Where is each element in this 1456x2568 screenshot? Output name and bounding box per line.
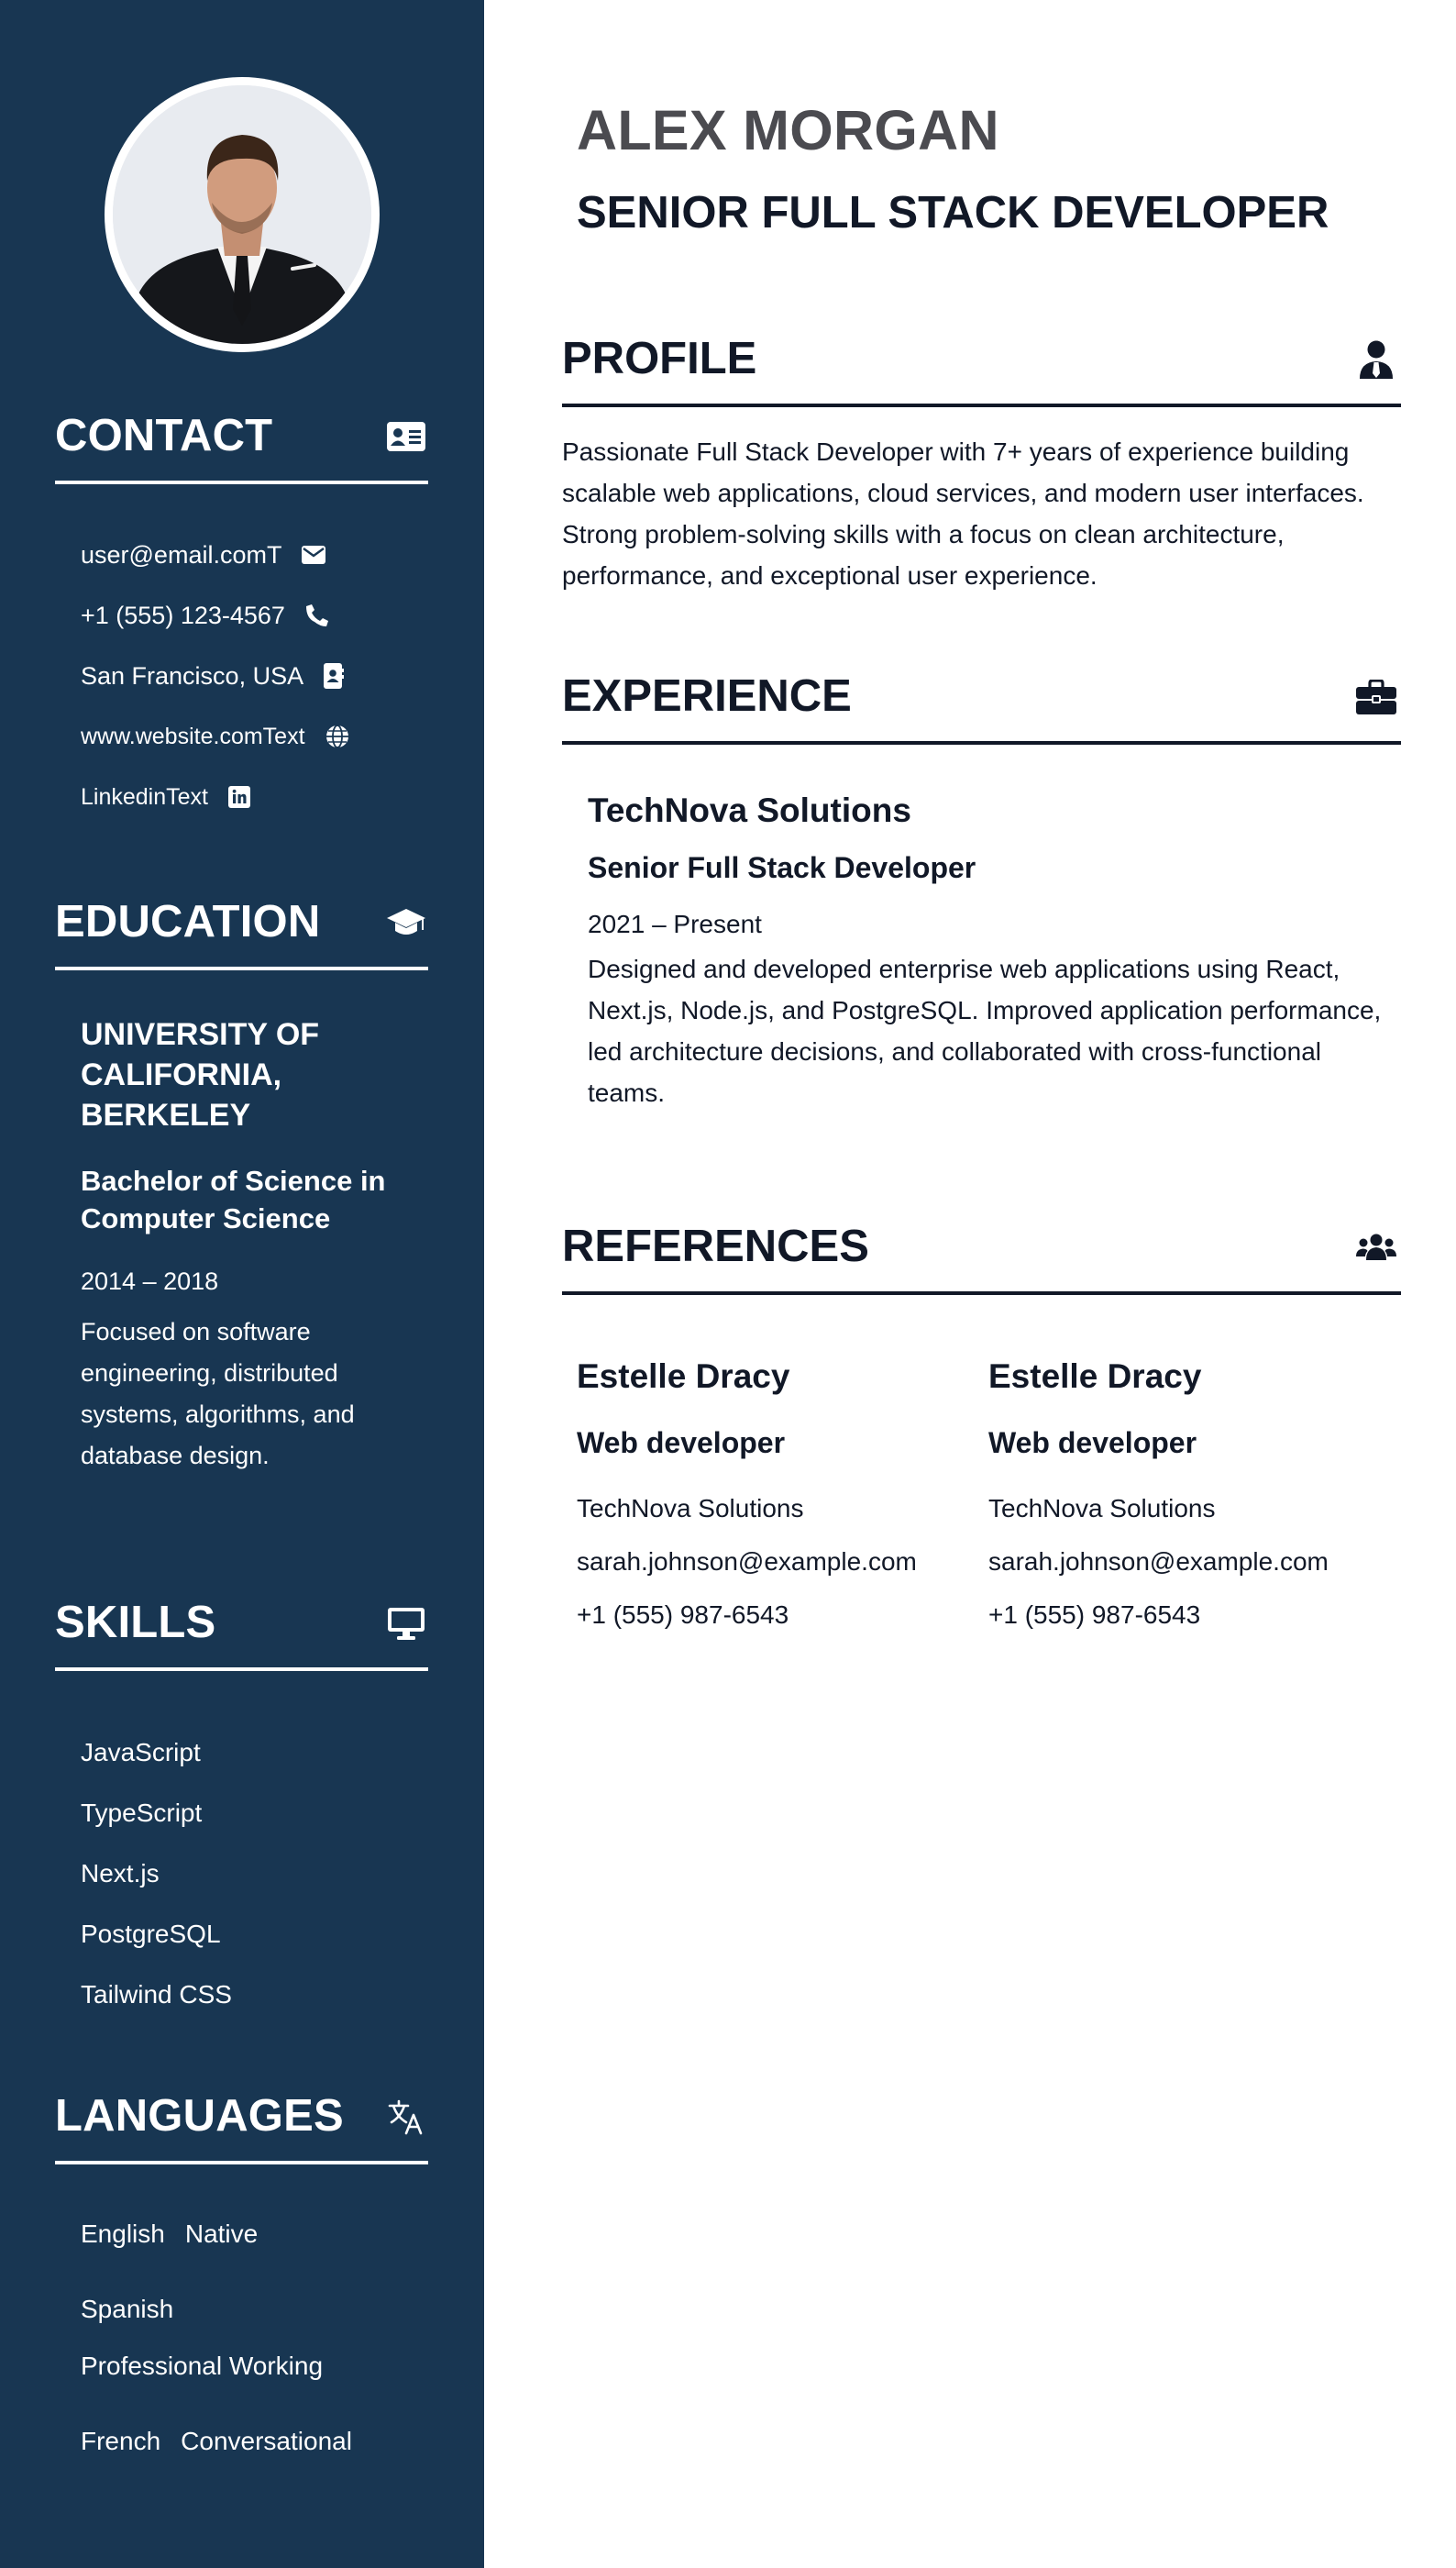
reference-role: Web developer	[577, 1426, 786, 1459]
profile-photo-frame	[105, 77, 380, 352]
reference-role: Web developer	[988, 1426, 1197, 1459]
sidebar	[0, 0, 484, 2568]
contact-card-icon	[386, 418, 426, 455]
reference-phone[interactable]: +1 (555) 987-6543	[577, 1600, 789, 1629]
language-name: Spanish	[81, 2295, 174, 2323]
contact-list	[81, 525, 349, 827]
skill-item: Next.js	[81, 1859, 160, 1887]
education-description: Focused on software engineering, distributed systems, algorithms, and database design.	[81, 1318, 355, 1469]
education-entry	[81, 1014, 420, 1477]
experience-years: 2021 – Present	[588, 910, 762, 938]
references-heading: REFERENCES	[562, 1222, 869, 1271]
contact-linkedin[interactable]	[81, 767, 349, 827]
profile-section	[562, 332, 1401, 590]
reference-company: TechNova Solutions	[988, 1494, 1216, 1522]
address-book-icon	[324, 663, 344, 689]
language-level-row	[81, 2348, 352, 2385]
experience-entry	[588, 793, 1395, 1113]
language-level: Conversational	[181, 2427, 352, 2455]
profile-photo-image	[113, 85, 371, 344]
reference-email[interactable]: sarah.johnson@example.com	[988, 1547, 1329, 1576]
desktop-icon	[386, 1605, 426, 1642]
education-heading: EDUCATION	[55, 897, 321, 946]
language-name: French	[81, 2427, 161, 2455]
experience-company: TechNova Solutions	[588, 791, 911, 829]
profile-heading: PROFILE	[562, 334, 757, 383]
skill-item: Tailwind CSS	[81, 1980, 232, 2009]
phone-icon	[305, 603, 329, 627]
reference-card	[577, 1359, 988, 1628]
languages-section	[55, 2091, 428, 2455]
skill-item: TypeScript	[81, 1799, 203, 1827]
contact-website[interactable]	[81, 706, 349, 767]
contact-location-text: San Francisco, USA	[81, 661, 304, 690]
language-item	[81, 2216, 352, 2253]
contact-email-text[interactable]: user@email.comT	[81, 540, 282, 569]
skill-item: JavaScript	[81, 1738, 201, 1766]
language-level: Professional Working	[81, 2352, 324, 2380]
languages-heading: LANGUAGES	[55, 2091, 344, 2141]
contact-header	[55, 411, 428, 484]
languages-list	[81, 2216, 352, 2460]
candidate-name: ALEX MORGAN	[577, 99, 999, 161]
contact-email[interactable]	[81, 525, 349, 585]
experience-role: Senior Full Stack Developer	[588, 851, 976, 884]
skills-header	[55, 1598, 428, 1671]
language-level: Native	[184, 2219, 259, 2248]
reference-card	[988, 1359, 1400, 1628]
education-degree: Bachelor of Science in Computer Science	[81, 1165, 386, 1234]
skills-list	[81, 1722, 232, 2025]
references-list	[577, 1359, 1402, 1628]
linkedin-icon	[228, 786, 250, 808]
language-item	[81, 2423, 352, 2460]
contact-linkedin-text[interactable]: LinkedinText	[81, 783, 208, 810]
candidate-title: SENIOR FULL STACK DEVELOPER	[577, 188, 1329, 238]
contact-website-text[interactable]: www.website.comText	[81, 723, 305, 749]
reference-name: Estelle Dracy	[577, 1357, 790, 1395]
contact-phone[interactable]	[81, 585, 349, 646]
briefcase-icon	[1355, 677, 1397, 717]
references-section	[562, 1220, 1401, 1629]
user-tie-icon	[1355, 339, 1397, 380]
language-item	[81, 2291, 352, 2328]
language-name: English	[81, 2219, 165, 2248]
users-icon	[1355, 1227, 1397, 1267]
education-header	[55, 897, 428, 970]
contact-phone-text[interactable]: +1 (555) 123-4567	[81, 601, 285, 629]
contact-section	[55, 411, 428, 810]
education-school: UNIVERSITY OF CALIFORNIA, BERKELEY	[81, 1017, 320, 1133]
experience-description: Designed and developed enterprise web applications using React, Next.js, Node.js, and PostgreSQL. Improved application performance, led architecture decisions, and collaborated with cross-functional teams.	[588, 955, 1382, 1107]
references-header	[562, 1220, 1401, 1295]
skills-section	[55, 1598, 428, 2009]
profile-text: Passionate Full Stack Developer with 7+ years of experience building scalable web applications, cloud services, and modern user interfaces. Strong problem-solving skills with a focus on clean architecture, performance, and exceptional user experience.	[562, 437, 1364, 590]
education-years: 2014 – 2018	[81, 1267, 219, 1295]
globe-icon	[325, 725, 349, 748]
graduation-cap-icon	[386, 904, 426, 941]
education-section	[55, 897, 428, 1469]
profile-photo	[113, 85, 371, 344]
skill-item: PostgreSQL	[81, 1920, 221, 1948]
reference-phone[interactable]: +1 (555) 987-6543	[988, 1600, 1201, 1629]
profile-header	[562, 332, 1401, 407]
translate-icon	[386, 2098, 426, 2135]
reference-company: TechNova Solutions	[577, 1494, 804, 1522]
languages-header	[55, 2091, 428, 2164]
experience-header	[562, 670, 1401, 745]
experience-heading: EXPERIENCE	[562, 671, 852, 721]
envelope-icon	[302, 546, 325, 564]
experience-section	[562, 670, 1401, 1107]
contact-heading: CONTACT	[55, 411, 273, 460]
reference-email[interactable]: sarah.johnson@example.com	[577, 1547, 917, 1576]
contact-location	[81, 646, 349, 706]
reference-name: Estelle Dracy	[988, 1357, 1202, 1395]
skills-heading: SKILLS	[55, 1598, 216, 1647]
